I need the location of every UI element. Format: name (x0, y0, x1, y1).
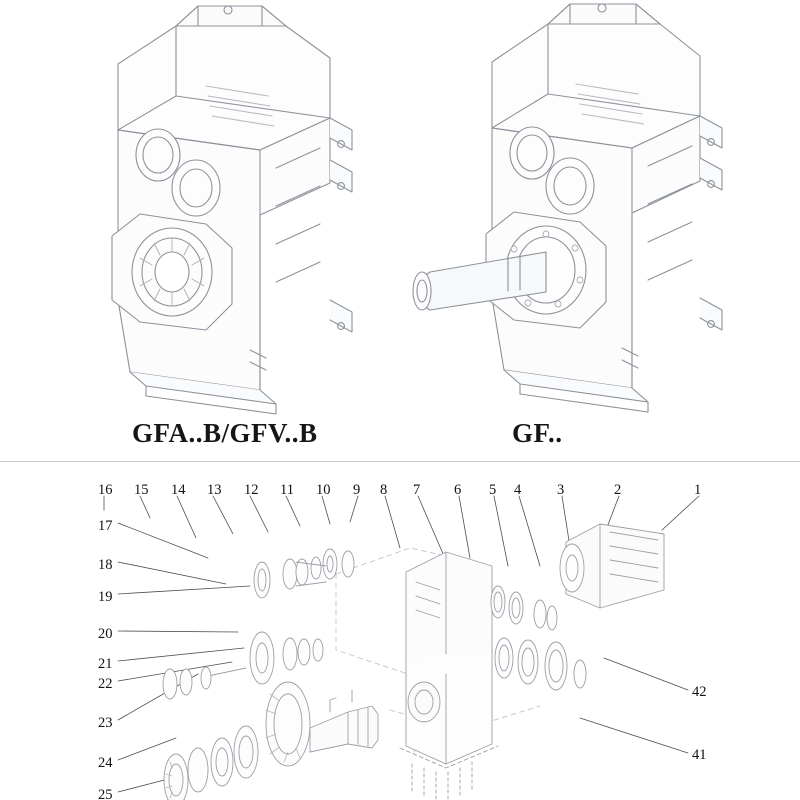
gearbox-drawing-right (400, 0, 800, 415)
callout-17: 17 (98, 518, 113, 534)
callout-7: 7 (413, 482, 421, 498)
callout-13: 13 (207, 482, 222, 498)
callout-9: 9 (353, 482, 361, 498)
callout-6: 6 (454, 482, 462, 498)
callout-11: 11 (280, 482, 294, 498)
callout-41: 41 (692, 747, 707, 763)
callout-42: 42 (692, 684, 707, 700)
callout-3: 3 (557, 482, 565, 498)
callout-1: 1 (694, 482, 702, 498)
callout-10: 10 (316, 482, 331, 498)
callout-20: 20 (98, 626, 113, 642)
callout-22: 22 (98, 676, 113, 692)
callout-24: 24 (98, 755, 113, 771)
callout-18: 18 (98, 557, 113, 573)
callout-12: 12 (244, 482, 259, 498)
callout-14: 14 (171, 482, 186, 498)
callout-2: 2 (614, 482, 622, 498)
callout-8: 8 (380, 482, 388, 498)
caption-left: GFA..B/GFV..B (132, 418, 318, 448)
callout-5: 5 (489, 482, 497, 498)
exploded-drawing (0, 462, 800, 800)
callout-21: 21 (98, 656, 113, 672)
callout-25: 25 (98, 787, 113, 800)
callout-23: 23 (98, 715, 113, 731)
callout-16: 16 (98, 482, 113, 498)
callout-19: 19 (98, 589, 113, 605)
caption-right: GF.. (512, 418, 563, 448)
gearbox-drawing-left (0, 0, 400, 415)
callout-4: 4 (514, 482, 522, 498)
callout-15: 15 (134, 482, 149, 498)
exploded-view (0, 462, 800, 800)
